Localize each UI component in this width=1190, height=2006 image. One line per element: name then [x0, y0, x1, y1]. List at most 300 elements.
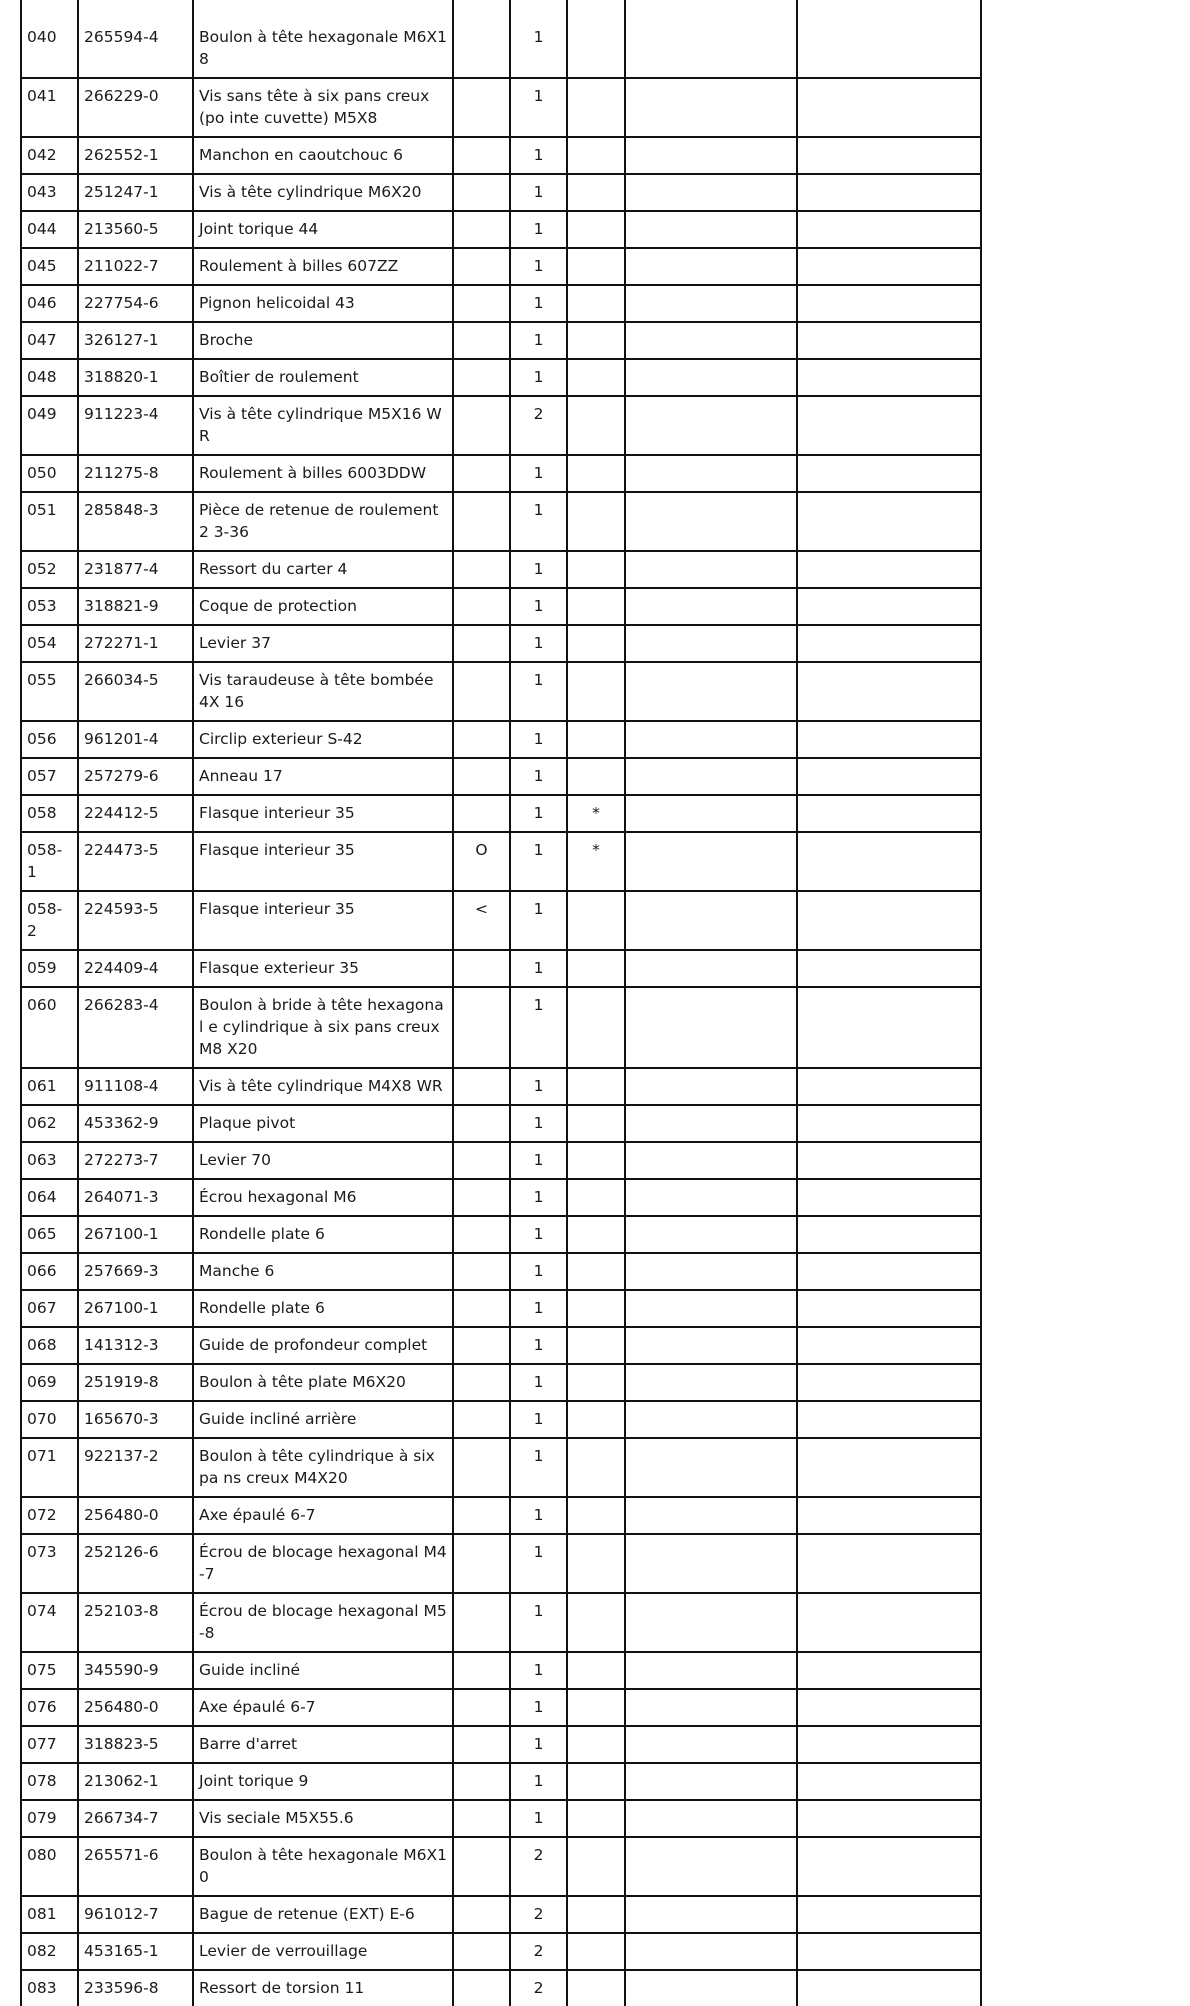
ref-cell: 074 — [21, 1593, 78, 1652]
parts-table — [20, 0, 982, 2006]
quantity-cell: 1 — [510, 1593, 567, 1652]
ref-cell: 080 — [21, 1837, 78, 1896]
description-cell: Ressort de torsion 11 — [193, 1970, 453, 2006]
change-code-cell — [453, 1142, 510, 1179]
part-number-cell: 911108-4 — [78, 1068, 193, 1105]
table-row — [21, 1105, 981, 1142]
table-row — [21, 758, 981, 795]
change-code-cell — [453, 662, 510, 721]
empty-cell — [797, 322, 981, 359]
quantity-cell: 1 — [510, 891, 567, 950]
change-code-cell — [453, 551, 510, 588]
part-number-cell: 256480-0 — [78, 1497, 193, 1534]
part-number-cell: 233596-8 — [78, 1970, 193, 2006]
empty-cell — [797, 1896, 981, 1933]
note-cell — [567, 1290, 625, 1327]
table-row — [21, 891, 981, 950]
description-cell: Rondelle plate 6 — [193, 1290, 453, 1327]
table-row — [21, 1142, 981, 1179]
quantity-cell: 2 — [510, 1933, 567, 1970]
quantity-cell: 2 — [510, 1896, 567, 1933]
empty-cell — [625, 1534, 797, 1593]
table-row — [21, 1364, 981, 1401]
empty-cell — [797, 588, 981, 625]
note-cell — [567, 492, 625, 551]
part-number-cell: 266229-0 — [78, 78, 193, 137]
part-number-cell: 251247-1 — [78, 174, 193, 211]
empty-cell — [797, 285, 981, 322]
quantity-cell: 1 — [510, 832, 567, 891]
part-number-cell: 257669-3 — [78, 1253, 193, 1290]
ref-cell: 071 — [21, 1438, 78, 1497]
table-row — [21, 1837, 981, 1896]
note-cell — [567, 20, 625, 78]
empty-cell — [625, 551, 797, 588]
table-row — [21, 1800, 981, 1837]
ref-cell: 075 — [21, 1652, 78, 1689]
description-cell: Flasque interieur 35 — [193, 832, 453, 891]
change-code-cell — [453, 359, 510, 396]
empty-cell — [625, 1105, 797, 1142]
description-cell: Guide incliné — [193, 1652, 453, 1689]
table-row — [21, 1593, 981, 1652]
change-code-cell — [453, 1970, 510, 2006]
part-number-cell: 266734-7 — [78, 1800, 193, 1837]
empty-cell — [625, 1290, 797, 1327]
empty-cell — [625, 1837, 797, 1896]
part-number-cell: 961201-4 — [78, 721, 193, 758]
empty-cell — [625, 1068, 797, 1105]
part-number-cell: 267100-1 — [78, 1290, 193, 1327]
note-cell — [567, 455, 625, 492]
table-row — [21, 1652, 981, 1689]
description-cell: Vis à tête cylindrique M4X8 WR — [193, 1068, 453, 1105]
change-code-cell — [453, 174, 510, 211]
table-row — [21, 1534, 981, 1593]
table-row — [21, 795, 981, 832]
table-row — [21, 211, 981, 248]
note-cell: * — [567, 832, 625, 891]
change-code-cell — [453, 455, 510, 492]
quantity-cell: 1 — [510, 625, 567, 662]
change-code-cell — [453, 1068, 510, 1105]
description-cell: Axe épaulé 6-7 — [193, 1689, 453, 1726]
empty-cell — [797, 137, 981, 174]
empty-cell — [625, 891, 797, 950]
empty-cell — [797, 1652, 981, 1689]
empty-cell — [625, 322, 797, 359]
quantity-cell: 1 — [510, 721, 567, 758]
empty-cell — [625, 285, 797, 322]
ref-cell: 064 — [21, 1179, 78, 1216]
empty-cell — [797, 891, 981, 950]
table-row — [21, 987, 981, 1068]
ref-cell: 046 — [21, 285, 78, 322]
part-number-cell: 252103-8 — [78, 1593, 193, 1652]
part-number-cell: 318823-5 — [78, 1726, 193, 1763]
note-cell — [567, 1438, 625, 1497]
change-code-cell — [453, 1179, 510, 1216]
description-cell: Plaque pivot — [193, 1105, 453, 1142]
ref-cell: 058-1 — [21, 832, 78, 891]
table-row — [21, 1933, 981, 1970]
note-cell — [567, 1253, 625, 1290]
table-row — [21, 588, 981, 625]
change-code-cell — [453, 322, 510, 359]
table-row — [21, 20, 981, 78]
note-cell — [567, 396, 625, 455]
part-number-cell: 224409-4 — [78, 950, 193, 987]
part-number-cell: 224473-5 — [78, 832, 193, 891]
empty-cell — [797, 1216, 981, 1253]
quantity-cell: 1 — [510, 455, 567, 492]
ref-cell: 073 — [21, 1534, 78, 1593]
part-number-cell: 453165-1 — [78, 1933, 193, 1970]
description-cell: Écrou de blocage hexagonal M5-8 — [193, 1593, 453, 1652]
table-row — [21, 721, 981, 758]
note-cell — [567, 1896, 625, 1933]
empty-cell — [797, 1179, 981, 1216]
description-cell: Circlip exterieur S-42 — [193, 721, 453, 758]
ref-cell: 049 — [21, 396, 78, 455]
empty-cell — [625, 1364, 797, 1401]
empty-cell — [797, 1497, 981, 1534]
change-code-cell — [453, 492, 510, 551]
note-cell — [567, 285, 625, 322]
change-code-cell — [453, 1105, 510, 1142]
table-row — [21, 1068, 981, 1105]
change-code-cell — [453, 1896, 510, 1933]
table-row — [21, 1689, 981, 1726]
description-cell: Coque de protection — [193, 588, 453, 625]
change-code-cell — [453, 1933, 510, 1970]
empty-cell — [625, 1689, 797, 1726]
table-row — [21, 1327, 981, 1364]
ref-cell: 063 — [21, 1142, 78, 1179]
empty-cell — [797, 662, 981, 721]
part-number-cell: 285848-3 — [78, 492, 193, 551]
ref-cell: 069 — [21, 1364, 78, 1401]
part-number-cell: 211275-8 — [78, 455, 193, 492]
description-cell: Joint torique 44 — [193, 211, 453, 248]
quantity-cell: 1 — [510, 322, 567, 359]
description-cell: Roulement à billes 6003DDW — [193, 455, 453, 492]
quantity-cell: 1 — [510, 795, 567, 832]
empty-cell — [625, 359, 797, 396]
empty-cell — [797, 359, 981, 396]
table-row — [21, 137, 981, 174]
table-row — [21, 1179, 981, 1216]
quantity-cell: 1 — [510, 20, 567, 78]
table-row — [21, 950, 981, 987]
part-number-cell: 267100-1 — [78, 1216, 193, 1253]
note-cell — [567, 1652, 625, 1689]
ref-cell: 041 — [21, 78, 78, 137]
quantity-cell: 1 — [510, 359, 567, 396]
description-cell: Vis à tête cylindrique M6X20 — [193, 174, 453, 211]
quantity-cell: 1 — [510, 1497, 567, 1534]
empty-cell — [797, 1726, 981, 1763]
empty-cell — [797, 248, 981, 285]
quantity-cell: 1 — [510, 1290, 567, 1327]
description-cell: Barre d'arret — [193, 1726, 453, 1763]
ref-cell: 045 — [21, 248, 78, 285]
note-cell — [567, 662, 625, 721]
part-number-cell: 265594-4 — [78, 20, 193, 78]
table-row — [21, 662, 981, 721]
note-cell — [567, 78, 625, 137]
note-cell — [567, 551, 625, 588]
part-number-cell: 257279-6 — [78, 758, 193, 795]
change-code-cell — [453, 78, 510, 137]
part-number-cell: 264071-3 — [78, 1179, 193, 1216]
part-number-cell: 453362-9 — [78, 1105, 193, 1142]
table-row — [21, 1896, 981, 1933]
empty-cell — [625, 1142, 797, 1179]
empty-cell — [797, 492, 981, 551]
part-number-cell: 922137-2 — [78, 1438, 193, 1497]
note-cell — [567, 1763, 625, 1800]
table-continuation-row — [21, 0, 981, 20]
note-cell — [567, 1327, 625, 1364]
change-code-cell — [453, 1401, 510, 1438]
part-number-cell: 318820-1 — [78, 359, 193, 396]
quantity-cell: 1 — [510, 1401, 567, 1438]
empty-cell — [797, 625, 981, 662]
quantity-cell: 1 — [510, 1216, 567, 1253]
note-cell — [567, 950, 625, 987]
empty-cell — [797, 795, 981, 832]
ref-cell: 054 — [21, 625, 78, 662]
change-code-cell — [453, 721, 510, 758]
change-code-cell — [453, 1652, 510, 1689]
note-cell — [567, 1105, 625, 1142]
ref-cell: 066 — [21, 1253, 78, 1290]
description-cell: Joint torique 9 — [193, 1763, 453, 1800]
empty-cell — [797, 1534, 981, 1593]
table-row — [21, 455, 981, 492]
empty-cell — [625, 588, 797, 625]
ref-cell: 082 — [21, 1933, 78, 1970]
description-cell: Guide incliné arrière — [193, 1401, 453, 1438]
table-row — [21, 1253, 981, 1290]
part-number-cell: 272271-1 — [78, 625, 193, 662]
empty-cell — [797, 1253, 981, 1290]
change-code-cell — [453, 1364, 510, 1401]
ref-cell: 042 — [21, 137, 78, 174]
empty-cell — [797, 20, 981, 78]
description-cell: Manche 6 — [193, 1253, 453, 1290]
description-cell: Boulon à tête hexagonale M6X10 — [193, 1837, 453, 1896]
change-code-cell — [453, 950, 510, 987]
quantity-cell: 1 — [510, 551, 567, 588]
empty-cell — [625, 78, 797, 137]
part-number-cell: 213560-5 — [78, 211, 193, 248]
part-number-cell: 224412-5 — [78, 795, 193, 832]
part-number-cell: 265571-6 — [78, 1837, 193, 1896]
quantity-cell: 1 — [510, 1534, 567, 1593]
note-cell — [567, 1837, 625, 1896]
part-number-cell: 213062-1 — [78, 1763, 193, 1800]
empty-cell — [625, 1763, 797, 1800]
empty-cell — [625, 396, 797, 455]
empty-cell — [625, 1253, 797, 1290]
note-cell — [567, 1179, 625, 1216]
note-cell — [567, 1142, 625, 1179]
description-cell: Boulon à tête hexagonale M6X18 — [193, 20, 453, 78]
change-code-cell — [453, 20, 510, 78]
quantity-cell: 1 — [510, 1068, 567, 1105]
change-code-cell: O — [453, 832, 510, 891]
description-cell: Écrou de blocage hexagonal M4-7 — [193, 1534, 453, 1593]
change-code-cell — [453, 1800, 510, 1837]
empty-cell — [797, 1068, 981, 1105]
empty-cell — [797, 950, 981, 987]
change-code-cell — [453, 758, 510, 795]
quantity-cell: 1 — [510, 1142, 567, 1179]
note-cell — [567, 137, 625, 174]
empty-cell — [625, 1896, 797, 1933]
note-cell — [567, 1593, 625, 1652]
table-row — [21, 1290, 981, 1327]
table-row — [21, 625, 981, 662]
note-cell — [567, 174, 625, 211]
empty-cell — [797, 1593, 981, 1652]
part-number-cell: 326127-1 — [78, 322, 193, 359]
ref-cell: 072 — [21, 1497, 78, 1534]
note-cell — [567, 1800, 625, 1837]
part-number-cell: 256480-0 — [78, 1689, 193, 1726]
description-cell: Axe épaulé 6-7 — [193, 1497, 453, 1534]
description-cell: Vis à tête cylindrique M5X16 WR — [193, 396, 453, 455]
note-cell — [567, 588, 625, 625]
ref-cell: 070 — [21, 1401, 78, 1438]
empty-cell — [797, 1364, 981, 1401]
note-cell — [567, 1364, 625, 1401]
description-cell: Anneau 17 — [193, 758, 453, 795]
empty-cell — [797, 78, 981, 137]
quantity-cell: 1 — [510, 1763, 567, 1800]
change-code-cell — [453, 1726, 510, 1763]
empty-cell — [797, 1970, 981, 2006]
quantity-cell: 1 — [510, 950, 567, 987]
description-cell: Broche — [193, 322, 453, 359]
change-code-cell — [453, 795, 510, 832]
quantity-cell: 1 — [510, 758, 567, 795]
ref-cell: 052 — [21, 551, 78, 588]
ref-cell: 068 — [21, 1327, 78, 1364]
empty-cell — [797, 1689, 981, 1726]
ref-cell: 062 — [21, 1105, 78, 1142]
empty-cell — [625, 1593, 797, 1652]
table-row — [21, 78, 981, 137]
description-cell: Rondelle plate 6 — [193, 1216, 453, 1253]
empty-cell — [797, 1438, 981, 1497]
quantity-cell: 1 — [510, 285, 567, 322]
description-cell: Boîtier de roulement — [193, 359, 453, 396]
part-number-cell: 165670-3 — [78, 1401, 193, 1438]
table-row — [21, 1970, 981, 2006]
quantity-cell: 1 — [510, 1438, 567, 1497]
ref-cell: 061 — [21, 1068, 78, 1105]
empty-cell — [625, 721, 797, 758]
note-cell — [567, 1726, 625, 1763]
ref-cell: 044 — [21, 211, 78, 248]
change-code-cell — [453, 987, 510, 1068]
description-cell: Roulement à billes 607ZZ — [193, 248, 453, 285]
table-row — [21, 1763, 981, 1800]
ref-cell: 076 — [21, 1689, 78, 1726]
parts-table-body — [21, 0, 981, 2006]
empty-cell — [625, 625, 797, 662]
empty-cell — [797, 758, 981, 795]
ref-cell: 058-2 — [21, 891, 78, 950]
empty-cell — [625, 137, 797, 174]
empty-cell — [797, 1401, 981, 1438]
table-row — [21, 359, 981, 396]
empty-cell — [625, 1800, 797, 1837]
ref-cell: 048 — [21, 359, 78, 396]
empty-cell — [625, 1327, 797, 1364]
empty-cell — [625, 950, 797, 987]
note-cell — [567, 758, 625, 795]
quantity-cell: 1 — [510, 1689, 567, 1726]
empty-cell — [797, 455, 981, 492]
note-cell — [567, 625, 625, 662]
empty-cell — [797, 1800, 981, 1837]
empty-cell — [625, 795, 797, 832]
part-number-cell: 272273-7 — [78, 1142, 193, 1179]
table-row — [21, 832, 981, 891]
quantity-cell: 1 — [510, 492, 567, 551]
ref-cell: 078 — [21, 1763, 78, 1800]
empty-cell — [797, 1290, 981, 1327]
quantity-cell: 1 — [510, 174, 567, 211]
change-code-cell — [453, 1253, 510, 1290]
table-row — [21, 1401, 981, 1438]
description-cell: Guide de profondeur complet — [193, 1327, 453, 1364]
description-cell: Manchon en caoutchouc 6 — [193, 137, 453, 174]
change-code-cell — [453, 211, 510, 248]
change-code-cell — [453, 1593, 510, 1652]
change-code-cell — [453, 248, 510, 285]
note-cell: * — [567, 795, 625, 832]
note-cell — [567, 1216, 625, 1253]
empty-cell — [625, 1970, 797, 2006]
change-code-cell — [453, 588, 510, 625]
table-row — [21, 492, 981, 551]
note-cell — [567, 1689, 625, 1726]
empty-cell — [625, 1652, 797, 1689]
quantity-cell: 2 — [510, 396, 567, 455]
empty-cell — [625, 1216, 797, 1253]
empty-cell — [797, 174, 981, 211]
note-cell — [567, 1068, 625, 1105]
ref-cell: 065 — [21, 1216, 78, 1253]
change-code-cell — [453, 1534, 510, 1593]
part-number-cell: 266034-5 — [78, 662, 193, 721]
change-code-cell — [453, 1497, 510, 1534]
part-number-cell: 231877-4 — [78, 551, 193, 588]
part-number-cell: 345590-9 — [78, 1652, 193, 1689]
empty-cell — [625, 455, 797, 492]
description-cell: Pièce de retenue de roulement 2 3-36 — [193, 492, 453, 551]
table-row — [21, 174, 981, 211]
part-number-cell: 911223-4 — [78, 396, 193, 455]
table-row — [21, 551, 981, 588]
note-cell — [567, 1933, 625, 1970]
quantity-cell: 1 — [510, 1652, 567, 1689]
